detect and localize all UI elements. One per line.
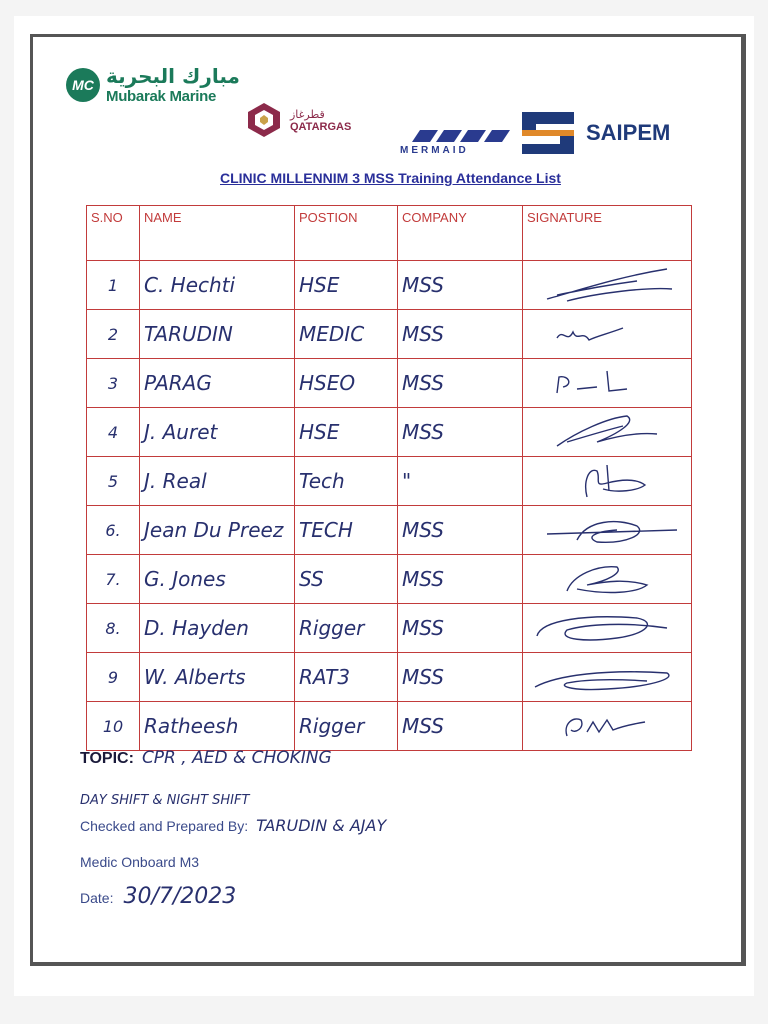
mubarak-english: Mubarak Marine [106, 88, 216, 105]
saipem-logo [520, 110, 670, 156]
cell-position: MEDIC [295, 310, 398, 359]
mubarak-badge-icon: MC [66, 68, 100, 102]
cell-company: MSS [398, 261, 523, 310]
cell-position: Tech [295, 457, 398, 506]
signature-image [527, 510, 677, 550]
qatargas-mark-icon [244, 100, 284, 140]
cell-name: Jean Du Preez [140, 506, 295, 555]
column-header-company: COMPANY [398, 206, 523, 261]
table-header-row [87, 206, 692, 261]
cell-company: MSS [398, 653, 523, 702]
date-line [80, 884, 236, 909]
qatargas-text [290, 108, 351, 133]
table-row [87, 506, 692, 555]
column-header-sno: S.NO [87, 206, 140, 261]
mermaid-text: MERMAID [400, 145, 469, 156]
date-value: 30/7/2023 [123, 884, 237, 909]
cell-name: PARAG [140, 359, 295, 408]
cell-sno: 9 [87, 653, 140, 702]
attendance-list-title: CLINIC MILLENNIM 3 MSS Training Attendance List [220, 170, 561, 186]
cell-position: Rigger [295, 702, 398, 751]
saipem-mark-icon [520, 110, 576, 156]
cell-position: RAT3 [295, 653, 398, 702]
shift-note: DAY SHIFT & NIGHT SHIFT [80, 793, 250, 808]
cell-company: MSS [398, 555, 523, 604]
signature-image [527, 265, 677, 305]
qatargas-english: QATARGAS [290, 120, 352, 133]
table-row [87, 457, 692, 506]
table-row [87, 310, 692, 359]
table-row [87, 359, 692, 408]
table-row [87, 261, 692, 310]
cell-sno: 10 [87, 702, 140, 751]
table-row [87, 408, 692, 457]
cell-company: MSS [398, 506, 523, 555]
signature-image [527, 657, 677, 697]
cell-name: G. Jones [140, 555, 295, 604]
signature-image [527, 559, 677, 599]
table-row [87, 653, 692, 702]
cell-sno: 8. [87, 604, 140, 653]
cell-signature [523, 310, 692, 359]
signature-image [527, 363, 677, 403]
cell-sno: 4 [87, 408, 140, 457]
saipem-text: SAIPEM [586, 120, 671, 145]
signature-image [527, 314, 677, 354]
cell-sno: 3 [87, 359, 140, 408]
cell-company: MSS [398, 359, 523, 408]
cell-signature [523, 506, 692, 555]
attendance-table [86, 205, 692, 751]
cell-position: Rigger [295, 604, 398, 653]
column-header-name: NAME [140, 206, 295, 261]
mubarak-marine-logo [66, 64, 240, 105]
cell-position: HSE [295, 408, 398, 457]
topic-line [80, 748, 332, 768]
cell-position: HSEO [295, 359, 398, 408]
cell-name: W. Alberts [140, 653, 295, 702]
mubarak-arabic: مبارك البحرية [106, 64, 240, 88]
cell-name: Ratheesh [140, 702, 295, 751]
signature-image [527, 608, 677, 648]
column-header-position: POSTION [295, 206, 398, 261]
table-row [87, 604, 692, 653]
cell-company: MSS [398, 408, 523, 457]
cell-sno: 6. [87, 506, 140, 555]
cell-position: SS [295, 555, 398, 604]
cell-signature [523, 702, 692, 751]
cell-name: J. Real [140, 457, 295, 506]
cell-name: J. Auret [140, 408, 295, 457]
cell-name: TARUDIN [140, 310, 295, 359]
signature-image [527, 461, 677, 501]
cell-company: " [398, 457, 523, 506]
cell-company: MSS [398, 702, 523, 751]
medic-onboard-label: Medic Onboard M3 [80, 854, 200, 870]
signature-image [527, 412, 677, 452]
checked-by-line [80, 816, 386, 835]
topic-label: TOPIC: [80, 750, 134, 767]
cell-name: D. Hayden [140, 604, 295, 653]
mubarak-text [106, 64, 240, 105]
qatargas-logo [244, 100, 351, 140]
date-label: Date: [80, 890, 114, 906]
cell-sno: 2 [87, 310, 140, 359]
cell-signature [523, 457, 692, 506]
checked-by-label: Checked and Prepared By: [80, 818, 249, 834]
cell-sno: 7. [87, 555, 140, 604]
topic-value: CPR , AED & CHOKING [141, 748, 332, 768]
cell-company: MSS [398, 310, 523, 359]
column-header-signature: SIGNATURE [523, 206, 692, 261]
cell-signature [523, 359, 692, 408]
cell-signature [523, 653, 692, 702]
cell-sno: 1 [87, 261, 140, 310]
cell-position: HSE [295, 261, 398, 310]
cell-name: C. Hechti [140, 261, 295, 310]
cell-signature [523, 408, 692, 457]
table-row [87, 555, 692, 604]
cell-company: MSS [398, 604, 523, 653]
checked-by-value: TARUDIN & AJAY [256, 816, 387, 835]
table-row [87, 702, 692, 751]
cell-position: TECH [295, 506, 398, 555]
cell-signature [523, 604, 692, 653]
cell-signature [523, 555, 692, 604]
cell-sno: 5 [87, 457, 140, 506]
signature-image [527, 706, 677, 746]
qatargas-arabic: قطرغاز [290, 107, 325, 121]
cell-signature [523, 261, 692, 310]
